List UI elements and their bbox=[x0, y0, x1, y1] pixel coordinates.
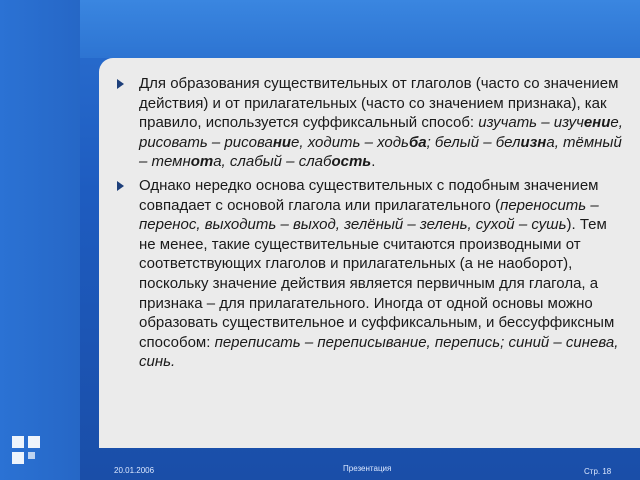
bullet-text: Для образования существительных от глаголов (часто со значением действия) и от прилагательных (часто со значением признака), как правило, используется суффиксальный способ: изучать – изучение, рисовать – рисование, ходить – ходьба; белый – белизна, тёмный – темнота, слабый – слабость. bbox=[139, 75, 623, 171]
content-panel bbox=[99, 58, 640, 448]
side-band bbox=[0, 0, 80, 480]
bullet-item bbox=[115, 74, 624, 172]
top-band bbox=[0, 0, 640, 58]
footer-title: Презентация bbox=[343, 464, 392, 473]
bullet-list bbox=[115, 74, 624, 372]
footer-page-number: Стр. 18 bbox=[584, 467, 612, 476]
bullet-triangle-icon bbox=[117, 181, 124, 191]
bullet-triangle-icon bbox=[117, 79, 124, 89]
bullet-item bbox=[115, 176, 624, 372]
slide-footer bbox=[0, 448, 640, 480]
bullet-text: Однако нередко основа существительных с подобным значением совпадает с основой глагола или прилагательного (переносить – перенос, выходить – выход, зелёный – зелень, сухой – сушь). Тем не менее, такие существительные считаются производными от соответствующих глаголов и прилагательных (а не наоборот), поскольку значение действия является первичным для глагола, а признака – для прилагательного. Иногда от одной основы можно образовать существительное и суффиксальным, и бессуффиксным способом: переписать – переписывание, перепись; синий – синева, синь. bbox=[139, 176, 619, 371]
footer-date: 20.01.2006 bbox=[114, 466, 155, 475]
